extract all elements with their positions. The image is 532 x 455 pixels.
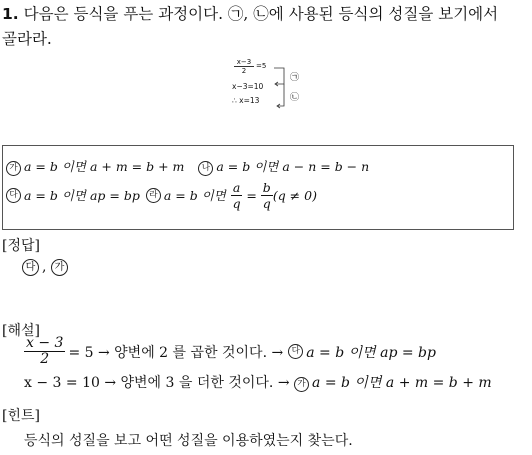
ra-den-b: q bbox=[262, 195, 271, 211]
ra-num-a: a bbox=[232, 179, 241, 195]
step1-rhs: =5 bbox=[256, 62, 267, 70]
answer-heading: [정답] bbox=[2, 238, 40, 254]
choice-mark-ga: 가 bbox=[6, 161, 21, 176]
explanation-line1-end: a = b 이면 ap = bp bbox=[306, 344, 436, 361]
answer-mark-2: 가 bbox=[51, 259, 68, 276]
choice-mark-da: 다 bbox=[6, 188, 21, 203]
ra-den-a: q bbox=[232, 195, 241, 211]
label-a: ㉠ bbox=[290, 73, 300, 83]
explanation-line1-rest: = 5 → 양변에 2 를 곱한 것이다. → bbox=[68, 344, 284, 361]
question-text: 다음은 등식을 푸는 과정이다. ㉠, ㉡에 사용된 등식의 성질을 보기에서 bbox=[23, 5, 499, 23]
ra-condition: (q ≠ 0) bbox=[272, 187, 317, 203]
label-b: ㉡ bbox=[290, 93, 300, 103]
choice-ra-prefix: a = b 이면 bbox=[163, 188, 226, 203]
question-number: 1. bbox=[2, 5, 19, 23]
explanation-line1-mark: 다 bbox=[288, 344, 303, 359]
explanation-heading: [해설] bbox=[2, 323, 40, 339]
choice-mark-na: 나 bbox=[198, 161, 213, 176]
step1-denominator: 2 bbox=[241, 67, 247, 75]
explanation-line2-end: a = b 이면 a + m = b + m bbox=[312, 375, 492, 391]
choice-da-text: a = b 이면 ap = bp bbox=[24, 188, 140, 203]
explanation-frac-num: x − 3 bbox=[26, 335, 64, 351]
explanation-line2-start: x − 3 = 10 → 양변에 3 을 더한 것이다. → bbox=[24, 375, 290, 391]
step1-fraction bbox=[234, 58, 254, 75]
explanation-fraction bbox=[24, 336, 65, 367]
explanation-line2-mark: 가 bbox=[294, 377, 309, 392]
step1-numerator: x−3 bbox=[234, 58, 254, 67]
choice-ra-fraction-a bbox=[231, 180, 242, 211]
explanation-frac-den: 2 bbox=[40, 351, 50, 367]
step3-equation: ∴ x=13 bbox=[232, 96, 260, 105]
ra-num-b: b bbox=[262, 179, 271, 195]
answer-mark-1: 다 bbox=[22, 259, 39, 276]
hint-text: 등식의 성질을 보고 어떤 성질을 이용하였는지 찾는다. bbox=[24, 433, 353, 449]
answer-value bbox=[22, 259, 71, 276]
choice-row-2 bbox=[6, 174, 317, 216]
question-line-1 bbox=[2, 2, 498, 26]
question-line-2: 골라라. bbox=[2, 30, 52, 48]
step2-equation: x−3=10 bbox=[232, 82, 264, 91]
choice-ga-text: a = b 이면 a + m = b + m bbox=[24, 159, 185, 174]
answer-separator: , bbox=[42, 259, 47, 275]
choice-na-text: a = b 이면 a − n = b − n bbox=[216, 159, 370, 174]
choice-ra-fraction-b bbox=[261, 180, 273, 211]
solution-steps-diagram bbox=[226, 58, 316, 110]
choice-mark-ra: 라 bbox=[146, 188, 161, 203]
ra-equals: = bbox=[246, 187, 257, 203]
explanation-line-2 bbox=[24, 372, 492, 392]
hint-heading: [힌트] bbox=[2, 408, 40, 424]
explanation-line-1 bbox=[24, 336, 436, 367]
